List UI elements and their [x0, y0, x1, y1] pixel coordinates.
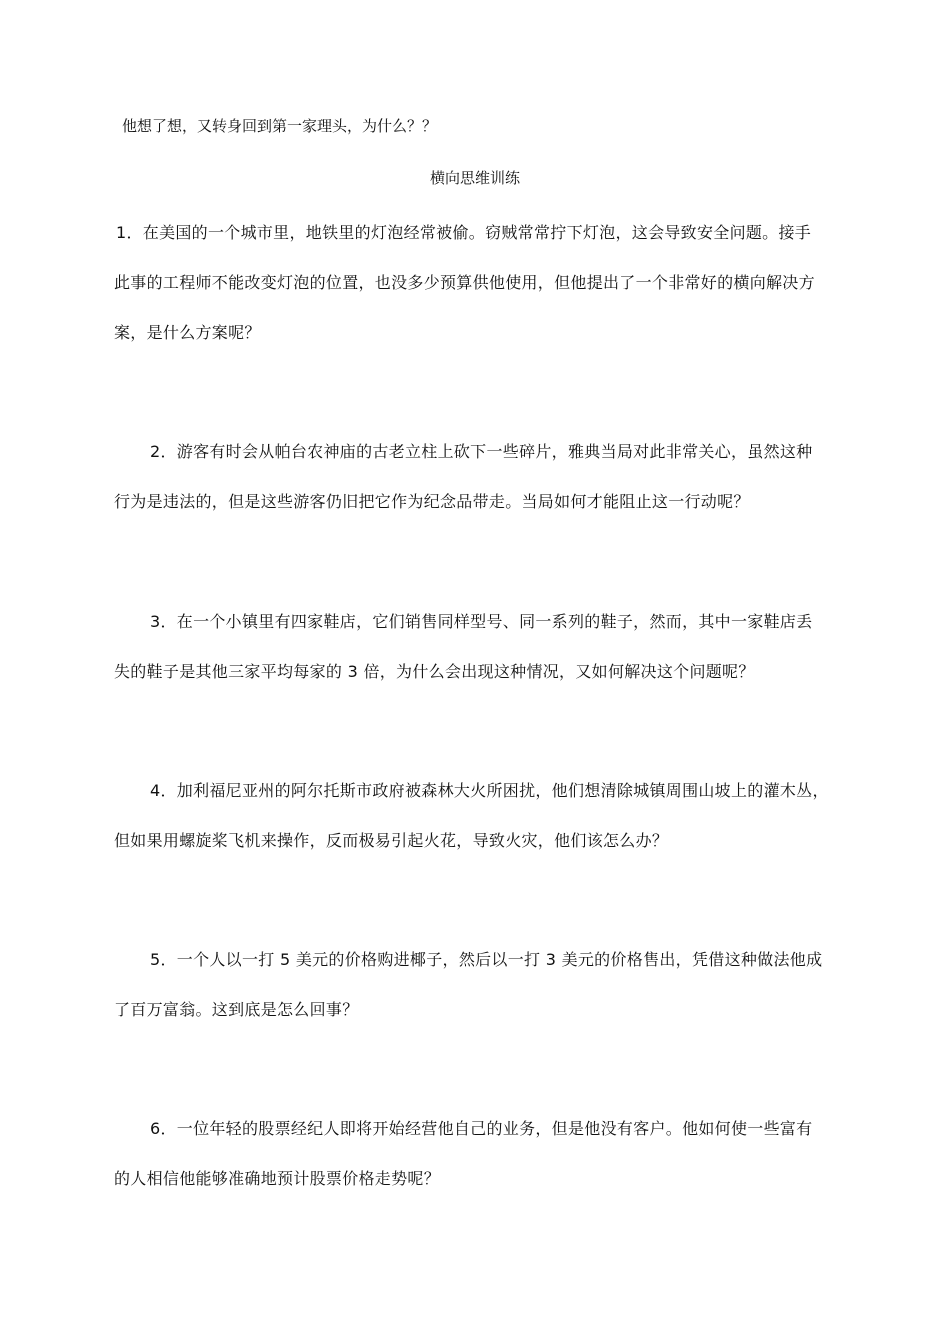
- question-6: [114, 1104, 838, 1204]
- question-line: 的人相信他能够准确地预计股票价格走势呢？: [114, 1169, 441, 1188]
- question-5: [114, 935, 838, 1035]
- question-4: [114, 766, 838, 866]
- question-2: [114, 427, 838, 527]
- question-line: 失的鞋子是其他三家平均每家的 3 倍，为什么会出现这种情况，又如何解决这个问题呢？: [114, 662, 755, 681]
- question-line: 5．一个人以一打 5 美元的价格购进椰子，然后以一打 3 美元的价格售出，凭借这种做法他成: [150, 950, 823, 969]
- question-line: 了百万富翁。这到底是怎么回事？: [114, 1000, 359, 1019]
- question-line: 4．加利福尼亚州的阿尔托斯市政府被森林大火所困扰，他们想清除城镇周围山坡上的灌木丛，: [150, 781, 829, 800]
- question-line: 但如果用螺旋桨飞机来操作，反而极易引起火花，导致火灾，他们该怎么办？: [114, 831, 669, 850]
- question-line: 2．游客有时会从帕台农神庙的古老立柱上砍下一些碎片，雅典当局对此非常关心，虽然这种: [150, 442, 813, 461]
- question-line: 6．一位年轻的股票经纪人即将开始经营他自己的业务，但是他没有客户。他如何使一些富有: [150, 1119, 813, 1138]
- question-1: [114, 208, 838, 358]
- intro-text: 他想了想，又转身回到第一家理头，为什么？？: [122, 117, 438, 135]
- question-line: 行为是违法的，但是这些游客仍旧把它作为纪念品带走。当局如何才能阻止这一行动呢？: [114, 492, 750, 511]
- question-3: [114, 597, 838, 697]
- question-line: 1．在美国的一个城市里，地铁里的灯泡经常被偷。窃贼常常拧下灯泡，这会导致安全问题。接手: [116, 223, 812, 242]
- question-line: 此事的工程师不能改变灯泡的位置，也没多少预算供他使用，但他提出了一个非常好的横向解决方: [114, 273, 815, 292]
- question-line: 案，是什么方案呢？: [114, 323, 261, 342]
- section-title: 横向思维训练: [429, 169, 520, 187]
- question-line: 3．在一个小镇里有四家鞋店，它们销售同样型号、同一系列的鞋子，然而，其中一家鞋店丢: [150, 612, 813, 631]
